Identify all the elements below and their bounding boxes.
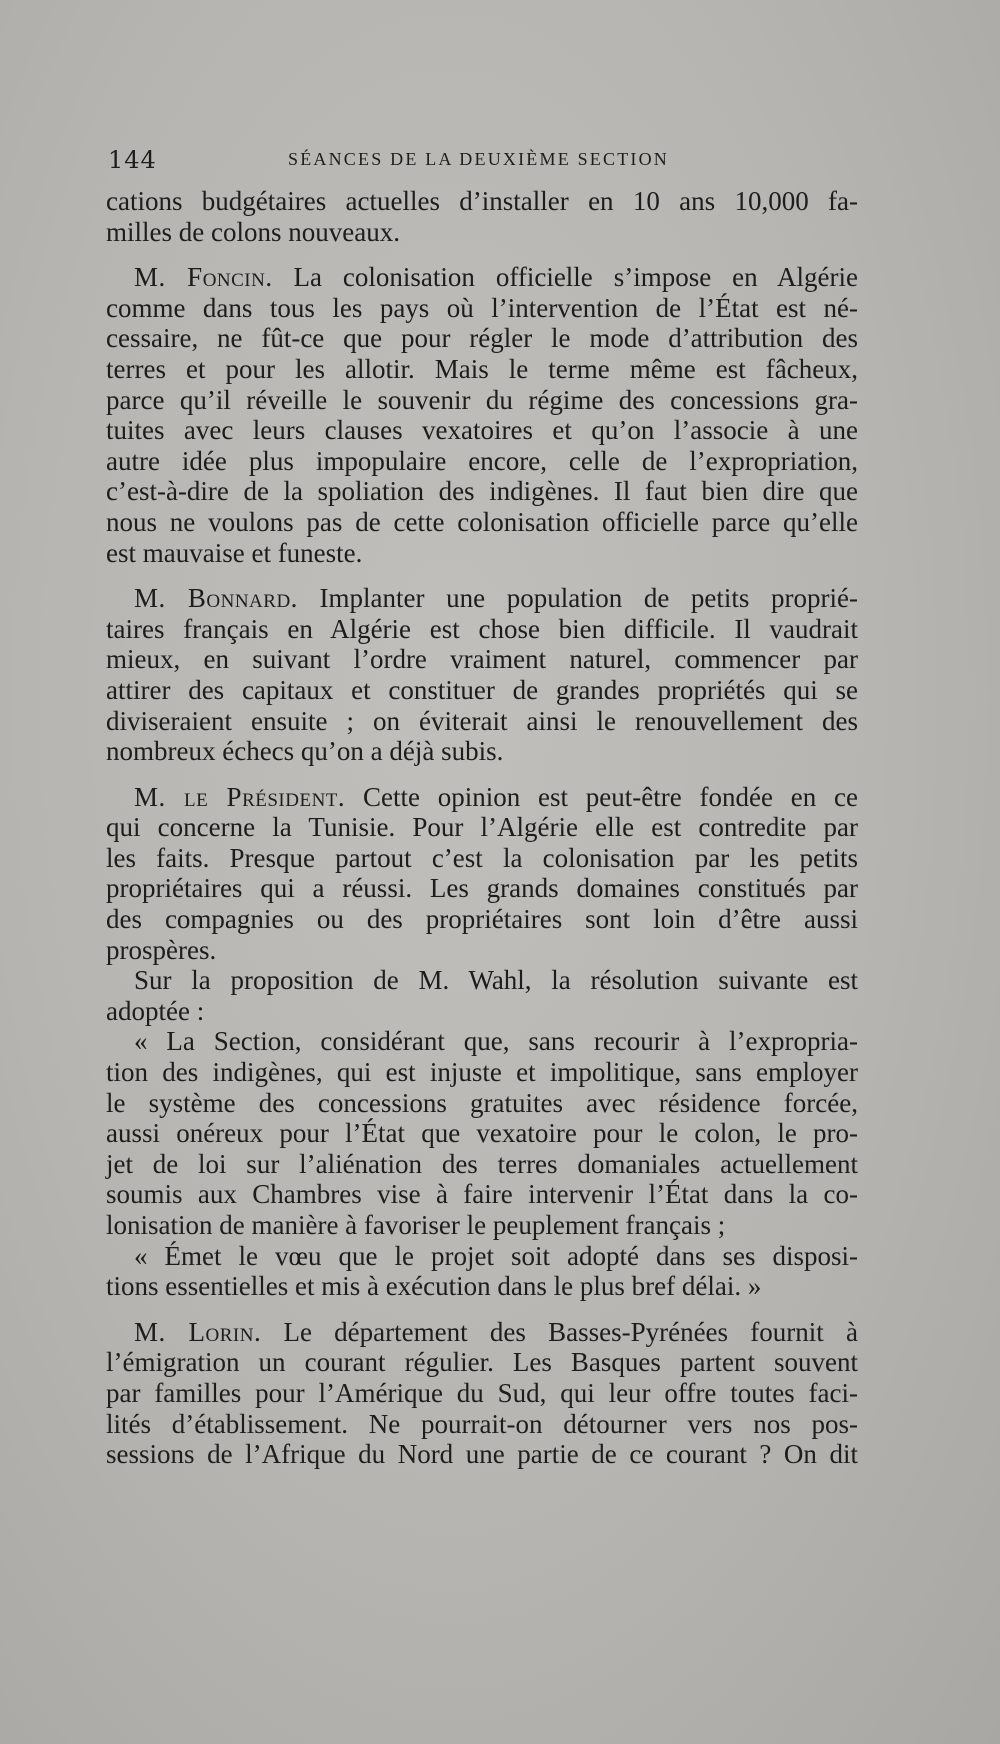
running-head: [108, 146, 878, 176]
line-text: Implanter une population de petits proprié-: [297, 583, 858, 614]
running-title: SÉANCES DE LA DEUXIÈME SECTION: [288, 149, 669, 169]
text-line: est mauvaise et funeste.: [106, 537, 363, 568]
speaker-name: M. le Président.: [134, 781, 346, 812]
paragraph: [106, 186, 858, 247]
text-line: par familles pour l’Amérique du Sud, qui leur offre toutes faci-: [106, 1377, 858, 1408]
text-line: Sur la proposition de M. Wahl, la résolution suivante est: [134, 965, 858, 996]
paragraph-gap: [106, 568, 858, 583]
text-line: des compagnies ou des propriétaires sont loin d’être aussi: [106, 904, 858, 935]
text-line: nous ne voulons pas de cette colonisation officielle parce qu’elle: [106, 506, 858, 537]
text-line: mieux, en suivant l’ordre vraiment naturel, commencer par: [106, 644, 858, 675]
line-text: Le département des Basses-Pyrénées fournit à: [261, 1316, 859, 1347]
paragraph-gap: [106, 1302, 858, 1317]
text-line: [106, 583, 858, 614]
text-line: autre idée plus impopulaire encore, celle de l’expropriation,: [106, 445, 858, 476]
text-line: nombreux échecs qu’on a déjà subis.: [106, 736, 504, 767]
paragraph: [106, 1317, 858, 1470]
text-line: aussi onéreux pour l’État que vexatoire pour le colon, le pro-: [106, 1118, 858, 1149]
text-line: terres et pour les allotir. Mais le terme même est fâcheux,: [106, 353, 858, 384]
text-line: propriétaires qui a réussi. Les grands domaines constitués par: [106, 873, 858, 904]
paragraph-gap: [106, 247, 858, 262]
text-line: [106, 262, 858, 293]
text-line: l’émigration un courant régulier. Les Basques partent souvent: [106, 1347, 858, 1378]
text-line: les faits. Presque partout c’est la colonisation par les petits: [106, 842, 858, 873]
paragraph: [106, 782, 858, 1302]
text-line: lonisation de manière à favoriser le peuplement français ;: [106, 1210, 726, 1240]
text-line: qui concerne la Tunisie. Pour l’Algérie elle est contredite par: [106, 812, 858, 843]
line-text: La colonisation officielle s’impose en Algérie: [272, 262, 858, 293]
text-line: comme dans tous les pays où l’intervention de l’État est né-: [106, 292, 858, 323]
text-line: [106, 782, 858, 813]
speaker-name: M. Bonnard.: [134, 583, 298, 614]
text-line: tion des indigènes, qui est injuste et impolitique, sans employer: [106, 1057, 858, 1088]
page-number: 144: [108, 146, 157, 174]
text-line: c’est-à-dire de la spoliation des indigènes. Il faut bien dire que: [106, 476, 858, 507]
text-line: sessions de l’Afrique du Nord une partie de ce courant ? On dit: [106, 1439, 858, 1470]
line-text: Cette opinion est peut-être fondée en ce: [345, 781, 859, 812]
speaker-name: M. Foncin.: [134, 262, 273, 293]
text-line: soumis aux Chambres vise à faire intervenir l’État dans la co-: [106, 1179, 858, 1210]
text-line: « Émet le vœu que le projet soit adopté dans ses disposi-: [134, 1240, 858, 1271]
text-line: jet de loi sur l’aliénation des terres domaniales actuellement: [106, 1148, 858, 1179]
text-line: diviseraient ensuite ; on éviterait ainsi le renouvellement des: [106, 705, 858, 736]
paragraph: [106, 262, 858, 568]
text-line: le système des concessions gratuites avec résidence forcée,: [106, 1087, 858, 1118]
text-line: [106, 1317, 858, 1348]
text-line: cessaire, ne fût-ce que pour régler le mode d’attribution des: [106, 323, 858, 354]
body-text: [106, 186, 858, 1470]
text-line: milles de colons nouveaux.: [106, 216, 400, 247]
text-line: taires français en Algérie est chose bien difficile. Il vaudrait: [106, 613, 858, 644]
text-line: tuites avec leurs clauses vexatoires et qu’on l’associe à une: [106, 415, 858, 446]
speaker-name: M. Lorin.: [134, 1316, 262, 1347]
text-line: attirer des capitaux et constituer de grandes propriétés qui se: [106, 674, 858, 705]
text-line: parce qu’il réveille le souvenir du régime des concessions gra-: [106, 384, 858, 415]
text-line: cations budgétaires actuelles d’installer en 10 ans 10,000 fa-: [106, 186, 858, 216]
text-line: lités d’établissement. Ne pourrait-on détourner vers nos pos-: [106, 1408, 858, 1439]
text-line: « La Section, considérant que, sans recourir à l’expropria-: [134, 1026, 858, 1057]
text-line: adoptée :: [106, 995, 205, 1026]
paragraph-gap: [106, 767, 858, 782]
paragraph: [106, 583, 858, 767]
text-line: tions essentielles et mis à exécution dans le plus bref délai. »: [106, 1271, 762, 1302]
text-line: prospères.: [106, 934, 217, 965]
